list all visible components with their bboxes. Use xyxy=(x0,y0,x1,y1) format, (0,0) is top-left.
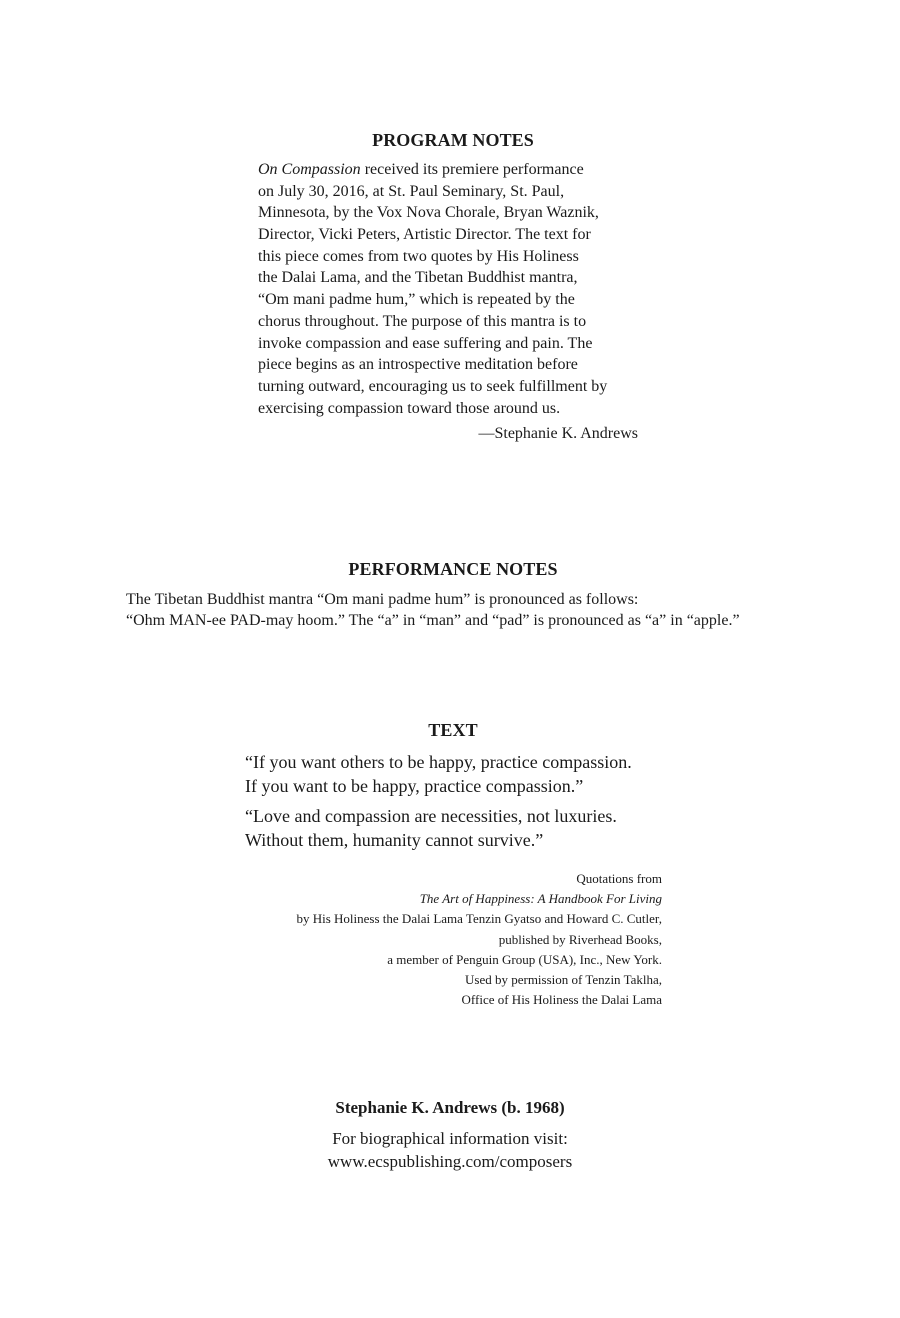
source-line: Used by permission of Tenzin Taklha, xyxy=(465,972,662,988)
text-heading: TEXT xyxy=(428,720,478,740)
quote-line: “If you want others to be happy, practice compassion. xyxy=(245,752,632,772)
text-quotes xyxy=(245,751,632,859)
quote-line: “Love and compassion are necessities, not luxuries. xyxy=(245,806,617,826)
program-notes-body xyxy=(258,159,607,419)
composer-website: www.ecspublishing.com/composers xyxy=(327,1152,573,1171)
program-notes-heading: PROGRAM NOTES xyxy=(372,130,534,150)
program-notes-line: Minnesota, by the Vox Nova Chorale, Bryan Waznik, xyxy=(258,204,599,222)
performance-notes-line: The Tibetan Buddhist mantra “Om mani padme hum” is pronounced as follows: xyxy=(126,591,639,608)
source-line: by His Holiness the Dalai Lama Tenzin Gyatso and Howard C. Cutler, xyxy=(296,911,662,927)
program-notes-line: “Om mani padme hum,” which is repeated by the xyxy=(258,291,575,309)
program-notes-line: piece begins as an introspective meditation before xyxy=(258,356,578,374)
performance-notes-body xyxy=(126,589,740,631)
program-notes-line: this piece comes from two quotes by His Holiness xyxy=(258,247,579,265)
program-notes-line: exercising compassion toward those around us. xyxy=(258,399,561,417)
source-book-title: The Art of Happiness: A Handbook For Living xyxy=(419,891,662,907)
source-line: Office of His Holiness the Dalai Lama xyxy=(461,992,662,1008)
program-notes-line: on July 30, 2016, at St. Paul Seminary, St. Paul, xyxy=(258,182,565,200)
quotation-source xyxy=(0,869,662,1010)
source-line: a member of Penguin Group (USA), Inc., New York. xyxy=(387,951,662,967)
quote-line: Without them, humanity cannot survive.” xyxy=(245,829,544,850)
quote xyxy=(245,751,632,798)
program-notes-line-text: received its premiere performance xyxy=(360,161,584,178)
program-notes-line: Director, Vicki Peters, Artistic Director. The text for xyxy=(258,226,591,244)
program-notes-line: invoke compassion and ease suffering and pain. The xyxy=(258,334,593,352)
program-notes-attribution: —Stephanie K. Andrews xyxy=(478,425,638,442)
performance-notes-line: “Ohm MAN-ee PAD-may hoom.” The “a” in “man” and “pad” is pronounced as “a” in “apple.” xyxy=(126,612,740,629)
performance-notes-heading: PERFORMANCE NOTES xyxy=(348,559,558,579)
piece-title: On Compassion xyxy=(258,161,361,178)
program-notes-line: chorus throughout. The purpose of this mantra is to xyxy=(258,312,587,330)
composer-info xyxy=(0,1127,900,1173)
program-notes-line xyxy=(258,159,607,181)
source-line: published by Riverhead Books, xyxy=(498,931,662,947)
quote xyxy=(245,805,632,852)
composer-info-line: For biographical information visit: xyxy=(332,1129,568,1148)
quote-line: If you want to be happy, practice compassion.” xyxy=(245,775,584,796)
composer-name: Stephanie K. Andrews (b. 1968) xyxy=(335,1098,565,1117)
source-line: Quotations from xyxy=(576,871,662,886)
program-notes-line: turning outward, encouraging us to seek fulfillment by xyxy=(258,377,608,395)
program-notes-line: the Dalai Lama, and the Tibetan Buddhist mantra, xyxy=(258,269,578,287)
